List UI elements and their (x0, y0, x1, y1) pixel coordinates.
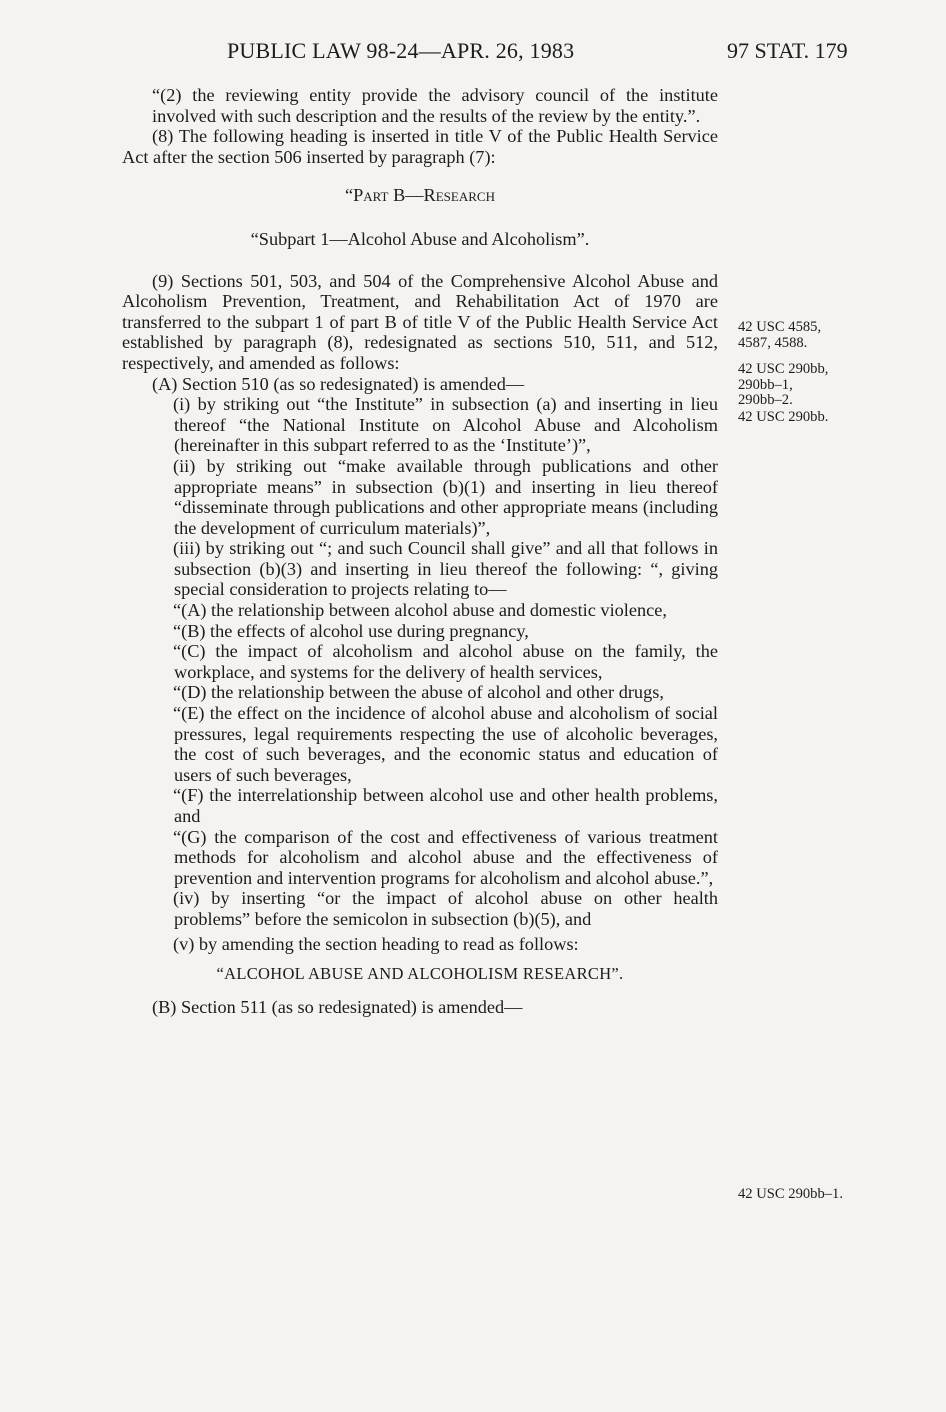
heading-alcohol-research: “ALCOHOL ABUSE AND ALCOHOLISM RESEARCH”. (216, 964, 624, 984)
quoted-item-g: “(G) the comparison of the cost and effectiveness of various treatment methods for alcoholism and alcohol abuse and the effectiveness of prevention and intervention programs for alcoholism and alcohol abuse.”, (173, 826, 718, 888)
header-title: PUBLIC LAW 98-24—APR. 26, 1983 (227, 38, 575, 63)
heading-subpart-1: “Subpart 1—Alcohol Abuse and Alcoholism”. (250, 228, 590, 249)
clause-iv: (iv) by inserting “or the impact of alcohol abuse on other health problems” before the semicolon in subsection (b)(5), and (173, 888, 718, 929)
paragraph-8: (8) The following heading is inserted in title V of the Public Health Service Act after the section 506 inserted by paragraph (7): (122, 126, 718, 167)
page-header (0, 38, 946, 68)
statute-page-number: 97 STAT. 179 (727, 38, 848, 63)
quoted-item-a: “(A) the relationship between alcohol abuse and domestic violence, (173, 600, 667, 621)
paragraph-quoted-2: “(2) the reviewing entity provide the advisory council of the institute involved with such description and the results of the review by the entity.”. (152, 85, 718, 126)
clause-v: (v) by amending the section heading to read as follows: (173, 933, 579, 954)
quoted-item-e: “(E) the effect on the incidence of alcohol abuse and alcoholism of social pressures, legal requirements respecting the use of alcoholic beverages, the cost of such beverages, and the economic status and education of users of such beverages, (173, 703, 718, 785)
margin-note-usc-290bb-list: 42 USC 290bb, 290bb–1, 290bb–2. (738, 361, 829, 408)
heading-part-b: “Part B—Research (345, 185, 495, 206)
quoted-item-c: “(C) the impact of alcoholism and alcohol abuse on the family, the workplace, and systems for the delivery of health services, (173, 641, 718, 682)
paragraph-b: (B) Section 511 (as so redesignated) is amended— (152, 996, 523, 1017)
quoted-item-f: “(F) the interrelationship between alcohol use and other health problems, and (173, 785, 718, 826)
margin-note-usc-290bb: 42 USC 290bb. (738, 409, 829, 425)
quoted-item-d: “(D) the relationship between the abuse of alcohol and other drugs, (173, 682, 664, 703)
document-body (122, 85, 718, 1017)
clause-iii: (iii) by striking out “; and such Council shall give” and all that follows in subsection (b)(3) and inserting in lieu thereof the following: “, giving special consideration to projects relating to— (173, 538, 718, 600)
margin-note-usc-290bb-1: 42 USC 290bb–1. (738, 1186, 844, 1202)
paragraph-9: (9) Sections 501, 503, and 504 of the Comprehensive Alcohol Abuse and Alcoholism Prevention, Treatment, and Rehabilitation Act of 1970 are transferred to the subpart 1 of part B of title V of the Public Health Service Act established by paragraph (8), redesignated as sections 510, 511, and 512, respectively, and amended as follows: (122, 270, 718, 373)
quoted-item-b: “(B) the effects of alcohol use during pregnancy, (173, 620, 529, 641)
clause-ii: (ii) by striking out “make available through publications and other appropriate means” in subsection (b)(1) and inserting in lieu thereof “disseminate through publications and other appropriate means (including the development of curriculum materials)”, (173, 455, 718, 538)
clause-i: (i) by striking out “the Institute” in subsection (a) and inserting in lieu thereof “the National Institute on Alcohol Abuse and Alcoholism (hereinafter in this subpart referred to as the ‘Institute’)”, (173, 394, 718, 456)
margin-note-usc-4585: 42 USC 4585, 4587, 4588. (738, 319, 822, 351)
paragraph-a: (A) Section 510 (as so redesignated) is amended— (152, 373, 525, 394)
